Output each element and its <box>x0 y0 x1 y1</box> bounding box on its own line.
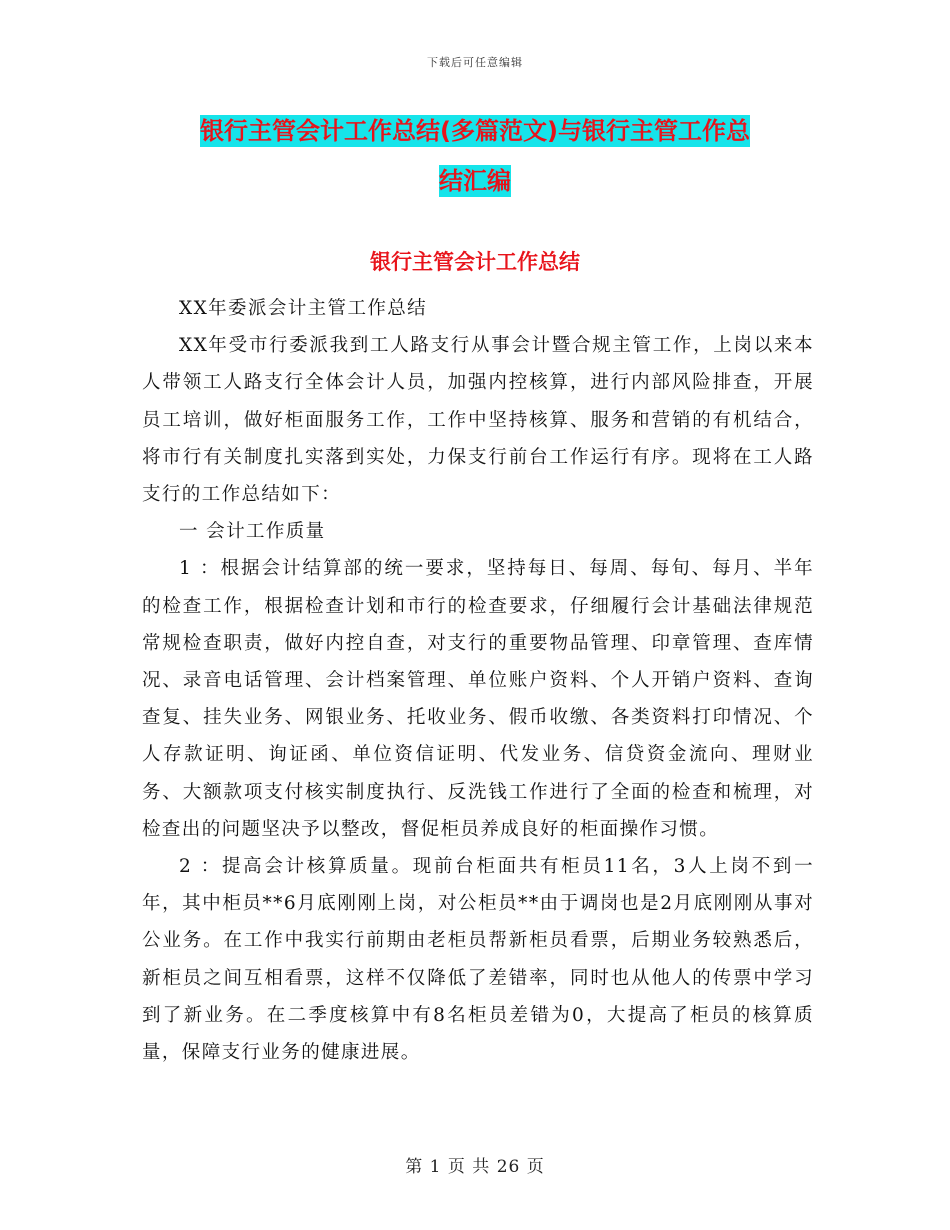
page-header-note: 下载后可任意编辑 <box>427 56 523 69</box>
document-title-line-2: 结汇编 <box>439 167 511 195</box>
document-title <box>140 106 810 206</box>
paragraph-heading-quality: 一 会计工作质量 <box>179 521 326 543</box>
paragraph-subtitle: XX年委派会计主管工作总结 <box>179 298 428 319</box>
paragraph-item-2: 2 ：提高会计核算质量。现前台柜面共有柜员11名，3人上岗不到一年，其中柜员**6月底刚刚上岗，对公柜员**由于调岗也是2月底刚刚从事对公业务。在工作中我实行前期由老柜员帮新柜员看票，后期业务较熟悉后，新柜员之间互相看票，这样不仅降低了差错率，同时也从他人的传票中学习到了新业务。在二季度核算中有8名柜员差错为0，大提高了柜员的核算质量，保障支行业务的健康进展。 <box>142 856 814 1064</box>
page-number-footer: 第 1 页 共 26 页 <box>405 1157 545 1177</box>
document-title-line-1: 银行主管会计工作总结(多篇范文)与银行主管工作总 <box>200 117 750 145</box>
paragraph-intro: XX年受市行委派我到工人路支行从事会计暨合规主管工作，上岗以来本人带领工人路支行全体会计人员，加强内控核算，进行内部风险排查，开展员工培训，做好柜面服务工作，工作中坚持核算、服务和营销的有机结合，将市行有关制度扎实落到实处，力保支行前台工作运行有序。现将在工人路支行的工作总结如下： <box>142 335 814 506</box>
document-body <box>142 290 814 1071</box>
paragraph-item-1: 1 ：根据会计结算部的统一要求，坚持每日、每周、每旬、每月、半年的检查工作，根据检查计划和市行的检查要求，仔细履行会计基础法律规范常规检查职责，做好内控自查，对支行的重要物品管理、印章管理、查库情况、录音电话管理、会计档案管理、单位账户资料、个人开销户资料、查询查复、挂失业务、网银业务、托收业务、假币收缴、各类资料打印情况、个人存款证明、询证函、单位资信证明、代发业务、信贷资金流向、理财业务、大额款项支付核实制度执行、反洗钱工作进行了全面的检查和梳理，对检查出的问题坚决予以整改，督促柜员养成良好的柜面操作习惯。 <box>142 558 814 840</box>
section-title: 银行主管会计工作总结 <box>370 250 580 274</box>
